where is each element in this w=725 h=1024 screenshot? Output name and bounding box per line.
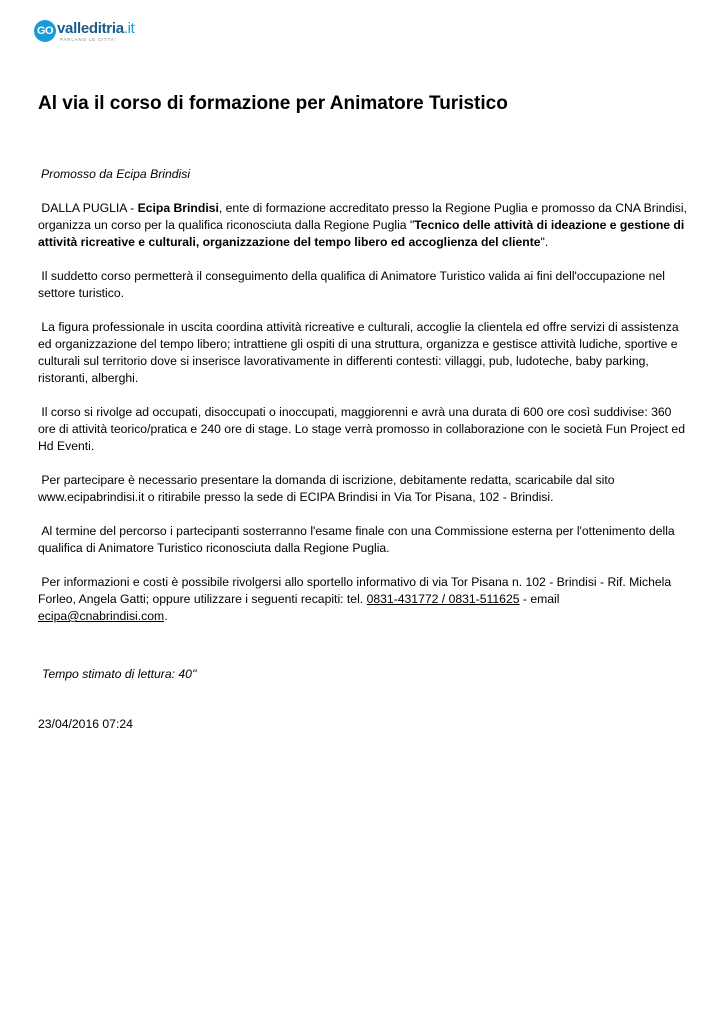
paragraph-exam: [38, 523, 688, 557]
paragraph-course-text: Il corso si rivolge ad occupati, disoccupati o inoccupati, maggiorenni e avrà una durata di 600 ore così suddivise: 360 ore di attività teorico/pratica e 240 ore di stage. Lo stage verrà promosso in collaborazione con le società Fun Project ed Hd Eventi.: [38, 405, 685, 453]
paragraph-enrollment-text: Per partecipare è necessario presentare la domanda di iscrizione, debitamente redatta, scaricabile dal sito www.ecipabrindisi.it o ritirabile presso la sede di ECIPA Brindisi in Via Tor Pisana, 102 - Brindisi.: [38, 473, 615, 504]
paragraph-qualification: [38, 268, 688, 302]
paragraph-role: [38, 319, 688, 387]
contacts-end: .: [164, 609, 168, 623]
logo-tld: .it: [123, 20, 135, 37]
logo-tagline: PARLANO LE CITTA': [60, 37, 117, 42]
paragraph-exam-text: Al termine del percorso i partecipanti sosterranno l'esame finale con una Commissione esterna per l'ottenimento della qualifica di Animatore Turistico riconosciuta dalla Regione Puglia.: [38, 524, 675, 555]
article-body: [38, 166, 688, 642]
site-logo[interactable]: [34, 20, 144, 44]
paragraph-qualification-text: Il suddetto corso permetterà il conseguimento della qualifica di Animatore Turistico valida ai fini dell'occupazione nel settore turistico.: [38, 269, 665, 300]
article-title: Al via il corso di formazione per Animatore Turistico: [38, 93, 508, 114]
paragraph-intro: [38, 200, 688, 251]
intro-text: , ente di formazione accreditato presso la Regione Puglia e promosso da CNA Brindisi, organizza un corso per la qualifica riconosciuta dalla Regione Puglia ": [38, 201, 687, 232]
email-link[interactable]: ecipa@cnabrindisi.com: [38, 609, 165, 623]
contacts-text: Per informazioni e costi è possibile rivolgersi allo sportello informativo di via Tor Pisana n. 102 - Brindisi - Rif. Michela Forleo, Angela Gatti; oppure utilizzare i seguenti recapiti: tel.: [38, 575, 672, 606]
paragraph-role-text: La figura professionale in uscita coordina attività ricreative e culturali, accoglie la clientela ed offre servizi di assistenza ed organizzazione del tempo libero; intrattiene gli ospiti di una struttura, organizza e gestisce attività ludiche, sportive e culturali sul territorio dove si inserisce lavorativamente in differenti contesti: villaggi, pub, ludoteche, baby parking, ristoranti, alberghi.: [38, 320, 679, 385]
publish-datetime: 23/04/2016 07:24: [38, 717, 133, 731]
phone-separator: /: [438, 592, 449, 606]
logo-name: valleditria: [57, 20, 124, 37]
logo-badge: GO: [34, 20, 56, 42]
paragraph-contacts: [38, 574, 688, 625]
logo-wordmark: [57, 21, 135, 37]
paragraph-enrollment: [38, 472, 688, 506]
email-lead: - email: [519, 592, 560, 606]
phone-link-2[interactable]: 0831-511625: [448, 592, 520, 606]
reading-time: Tempo stimato di lettura: 40'': [42, 667, 197, 681]
promoted-by: Promosso da Ecipa Brindisi: [41, 167, 191, 181]
intro-lead: DALLA PUGLIA -: [41, 201, 138, 215]
paragraph-course: [38, 404, 688, 455]
qualification-name: Tecnico delle attività di ideazione e gestione di attività ricreative e culturali, organizzazione del tempo libero ed accoglienza del cliente: [38, 218, 685, 249]
org-name: Ecipa Brindisi: [137, 201, 219, 215]
intro-end: ".: [540, 235, 549, 249]
phone-link-1[interactable]: 0831-431772: [366, 592, 439, 606]
